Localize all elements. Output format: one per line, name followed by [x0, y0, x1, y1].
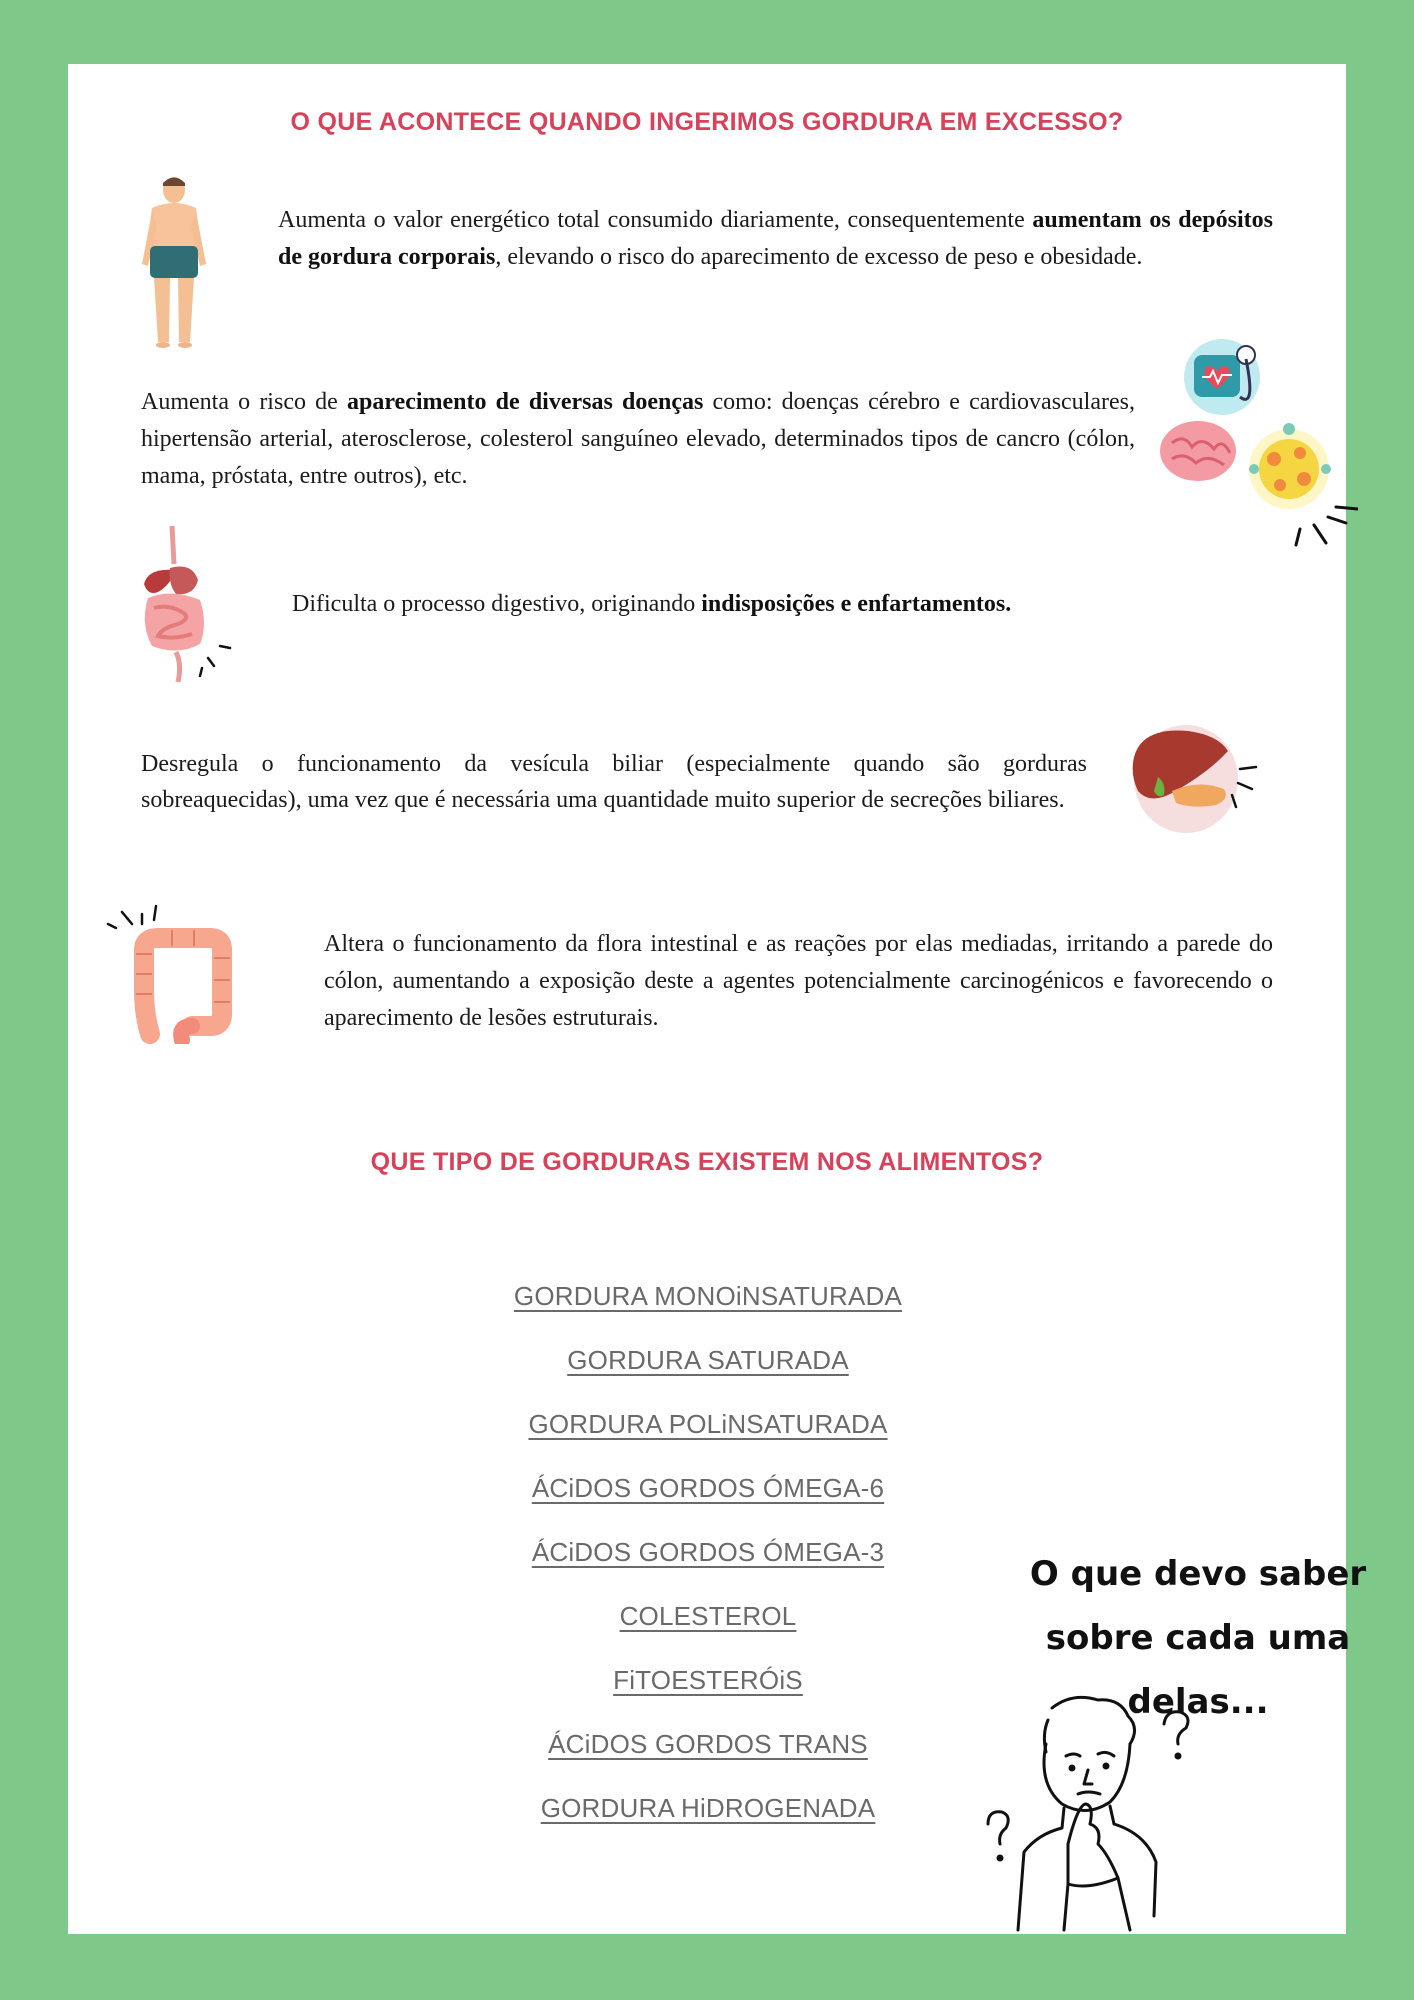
fat-type-link-saturated[interactable]: GORDURA SATURADA [567, 1345, 849, 1375]
fat-type-link-trans[interactable]: ÁCiDOS GORDOS TRANS [548, 1729, 868, 1759]
effect-text-diseases: Aumenta o risco de aparecimento de diversas doenças como: doenças cérebro e cardiovasculares, hipertensão arterial, aterosclerose, colesterol sanguíneo elevado, determinados tipos de cancro (cólon, mama, próstata, entre outros), etc. [141, 389, 1135, 489]
fat-type-link-polyunsaturated[interactable]: GORDURA POLiNSATURADA [528, 1409, 888, 1439]
fat-type-link-cholesterol[interactable]: COLESTEROL [619, 1601, 797, 1631]
effect-text-digestion: Dificulta o processo digestivo, originando indisposições e enfartamentos. [292, 591, 1012, 617]
fat-types-list [458, 1264, 958, 1840]
fat-type-link-phytosterols[interactable]: FiTOESTERÓiS [613, 1665, 803, 1695]
effect-text-colon: Altera o funcionamento da flora intestinal e as reações por elas mediadas, irritando a parede do cólon, aumentando a exposição deste a agentes potencialmente carcinogénicos e favorecendo o aparecimento de lesões estruturais. [324, 931, 1273, 1031]
thinking-boy-icon [968, 1694, 1218, 1934]
disease-organs-icon [1158, 339, 1358, 569]
colon-icon [102, 894, 252, 1044]
fat-type-link-omega-6[interactable]: ÁCiDOS GORDOS ÓMEGA-6 [531, 1473, 885, 1503]
digestive-system-icon [138, 524, 238, 689]
page-sheet [68, 64, 1367, 1934]
effect-text-gallbladder: Desregula o funcionamento da vesícula biliar (especialmente quando são gorduras sobreaquecidas), uma vez que é necessária uma quantidade muito superior de secreções biliares. [141, 751, 1087, 813]
liver-gallbladder-icon [1128, 717, 1278, 837]
section-title-excess: O QUE ACONTECE QUANDO INGERIMOS GORDURA EM EXCESSO? [290, 108, 1124, 136]
effect-text-weight: Aumenta o valor energético total consumido diariamente, consequentemente aumentam os depósitos de gordura corporais, elevando o risco do aparecimento de excesso de peso e obesidade. [278, 207, 1273, 270]
fat-type-link-hydrogenated[interactable]: GORDURA HiDROGENADA [540, 1793, 876, 1823]
section-title-fat-types: QUE TIPO DE GORDURAS EXISTEM NOS ALIMENTOS? [370, 1148, 1044, 1176]
question-callout: O que devo saber sobre cada uma delas... [1029, 1554, 1367, 1722]
fat-type-link-monounsaturated[interactable]: GORDURA MONOiNSATURADA [513, 1281, 903, 1311]
overweight-person-icon [138, 174, 210, 352]
fat-type-link-omega-3[interactable]: ÁCiDOS GORDOS ÓMEGA-3 [531, 1537, 885, 1567]
